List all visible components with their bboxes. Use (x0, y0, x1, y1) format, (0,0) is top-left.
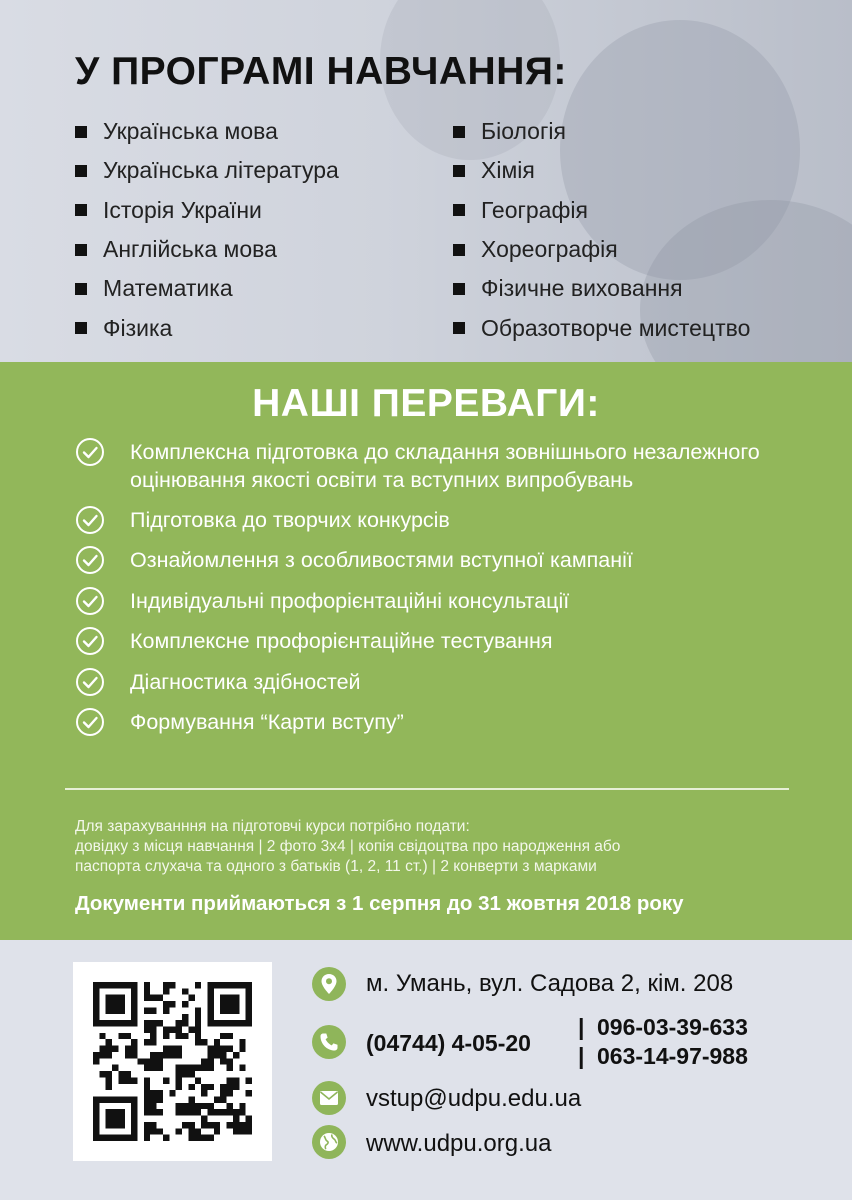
advantage-item (75, 668, 775, 708)
phone-mobile-2[interactable]: 063-14-97-988 (597, 1043, 748, 1069)
square-bullet-icon (75, 165, 87, 177)
qr-code[interactable] (73, 962, 272, 1161)
square-bullet-icon (75, 322, 87, 334)
subject-item (75, 112, 339, 151)
square-bullet-icon (453, 283, 465, 295)
contacts-section (0, 940, 852, 1200)
square-bullet-icon (75, 126, 87, 138)
advantage-item (75, 506, 775, 546)
subject-item (453, 230, 750, 269)
subject-item (75, 191, 339, 230)
envelope-icon (312, 1081, 346, 1115)
check-circle-icon (75, 707, 105, 737)
subject-label: Математика (103, 275, 233, 302)
advantage-text: Підготовка до творчих конкурсів (130, 508, 450, 532)
documents-requirements (75, 817, 795, 877)
subject-item (75, 269, 339, 308)
square-bullet-icon (75, 244, 87, 256)
subject-label: Українська мова (103, 118, 278, 145)
subject-item (453, 112, 750, 151)
subjects-column-1 (75, 112, 339, 348)
address-text: м. Умань, вул. Садова 2, кім. 208 (366, 970, 734, 997)
subject-label: Англійська мова (103, 236, 277, 263)
subject-item (453, 151, 750, 190)
website-link[interactable]: www.udpu.org.ua (366, 1130, 552, 1157)
advantage-text: Комплексна підготовка до складання зовнішнього незалежного оцінювання якості освіти та вступних випробувань (130, 440, 760, 492)
check-circle-icon (75, 667, 105, 697)
phone-separator: | (578, 1043, 585, 1069)
phone-main[interactable]: (04744) 4-05-20 (366, 1030, 531, 1056)
phone-icon (312, 1025, 346, 1059)
square-bullet-icon (453, 322, 465, 334)
square-bullet-icon (75, 283, 87, 295)
advantage-text: Формування “Карти вступу” (130, 709, 404, 734)
subject-item (453, 269, 750, 308)
subject-label: Образотворче мистецтво (481, 314, 751, 341)
phone-mobile-1[interactable]: 096-03-39-633 (597, 1014, 748, 1040)
check-circle-icon (75, 545, 105, 575)
advantage-text: Ознайомлення з особливостями вступної кампанії (130, 548, 633, 573)
advantage-item (75, 708, 775, 748)
phone-separator: | (578, 1014, 585, 1040)
subject-label: Географія (481, 196, 588, 223)
divider (65, 788, 789, 790)
subject-item (75, 230, 339, 269)
advantage-text: Діагностика здібностей (130, 669, 361, 694)
advantage-text: Комплексне профорієнтаційне тестування (130, 629, 553, 654)
advantages-list (75, 438, 775, 748)
advantage-item (75, 546, 775, 586)
square-bullet-icon (75, 204, 87, 216)
subject-label: Хімія (481, 157, 535, 184)
documents-line: Для зарахуванння на підготовчі курси потрібно подати: (75, 818, 470, 835)
square-bullet-icon (453, 126, 465, 138)
globe-icon (312, 1125, 346, 1159)
square-bullet-icon (453, 165, 465, 177)
subject-item (75, 308, 339, 347)
documents-line: довідку з місця навчання | 2 фото 3х4 | копія свідоцтва про народження або (75, 838, 621, 855)
check-circle-icon (75, 626, 105, 656)
check-circle-icon (75, 586, 105, 616)
subject-item (453, 191, 750, 230)
email-link[interactable]: vstup@udpu.edu.ua (366, 1085, 582, 1112)
subject-label: Біологія (481, 118, 566, 145)
check-circle-icon (75, 437, 105, 467)
advantage-item (75, 438, 775, 494)
advantages-title: НАШІ ПЕРЕВАГИ: (252, 382, 600, 425)
advantages-section (0, 362, 852, 940)
subject-item (453, 308, 750, 347)
documents-deadline: Документи приймаються з 1 серпня до 31 жовтня 2018 року (75, 892, 684, 915)
documents-line: паспорта слухача та одного з батьків (1, 2, 11 ст.) | 2 конверти з марками (75, 858, 597, 875)
subject-item (75, 151, 339, 190)
advantage-item (75, 627, 775, 667)
program-title: У ПРОГРАМІ НАВЧАННЯ: (75, 50, 567, 93)
subject-label: Українська література (103, 157, 339, 184)
subjects-column-2 (453, 112, 750, 348)
location-pin-icon (312, 967, 346, 1001)
program-section (0, 0, 852, 362)
square-bullet-icon (453, 244, 465, 256)
subject-label: Фізичне виховання (481, 275, 683, 302)
square-bullet-icon (453, 204, 465, 216)
advantage-item (75, 587, 775, 627)
qr-code-image (93, 982, 252, 1141)
check-circle-icon (75, 505, 105, 535)
subject-label: Хореографія (481, 236, 618, 263)
advantage-text: Індивідуальні профорієнтаційні консультації (130, 588, 570, 613)
subject-label: Історія України (103, 196, 262, 223)
subject-label: Фізика (103, 314, 173, 341)
